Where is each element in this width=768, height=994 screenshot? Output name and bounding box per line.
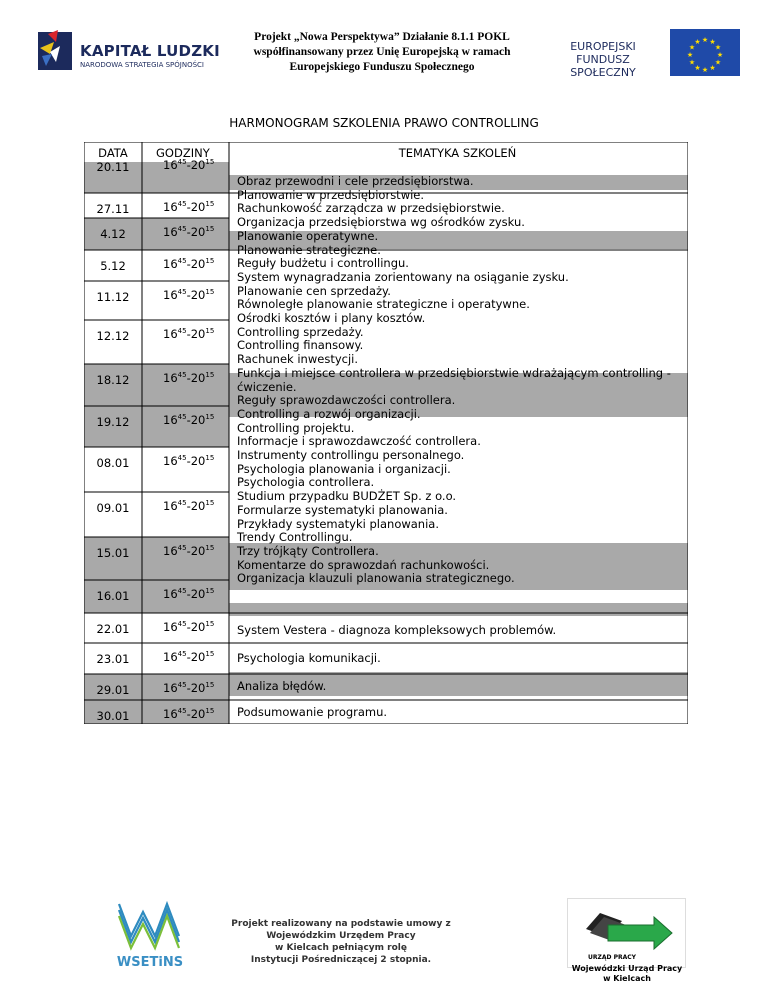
wsetins-logo-text: WSETiNS	[116, 955, 184, 970]
project-header-line: Projekt „Nowa Perspektywa” Działanie 8.1.1 POKL	[254, 31, 510, 43]
eu-star-icon: ★	[716, 51, 724, 59]
date-cell: 4.12	[100, 227, 126, 241]
hours-end: -20	[186, 371, 206, 385]
wup-label	[567, 964, 687, 984]
date-cell: 22.01	[96, 622, 130, 636]
kapital-ludzki-subtitle: NARODOWA STRATEGIA SPÓJNOŚCI	[80, 61, 204, 69]
hours-end: -20	[186, 681, 206, 695]
hours-cell	[163, 620, 214, 634]
efs-label-line: EUROPEJSKI	[570, 40, 636, 53]
eu-star-icon: ★	[709, 64, 716, 72]
topic-line: Planowanie strategiczne.	[237, 242, 381, 257]
hours-end: -20	[186, 225, 206, 239]
date-cell: 12.12	[96, 329, 130, 343]
footer-note-line: w Kielcach pełniącym rolę	[275, 943, 407, 953]
hours-end-minutes: 15	[205, 650, 215, 658]
topic-line: System Vestera - diagnoza kompleksowych problemów.	[237, 623, 557, 637]
hours-end-minutes: 15	[205, 257, 215, 265]
eu-star-icon: ★	[709, 38, 716, 46]
hours-end-minutes: 15	[205, 681, 215, 689]
eu-star-icon: ★	[701, 66, 709, 74]
project-header-line: Europejskiego Funduszu Społecznego	[289, 61, 475, 73]
topic-line: Równoległe planowanie strategiczne i operatywne.	[237, 297, 530, 312]
topic-line: Controlling finansowy.	[237, 338, 364, 353]
hours-start: 16	[163, 681, 178, 695]
topic-line: Komentarze do sprawozdań rachunkowości.	[237, 557, 490, 572]
hours-start-minutes: 45	[177, 158, 187, 166]
topic-line: Controlling a rozwój organizacji.	[237, 406, 421, 421]
hours-end-minutes: 15	[205, 200, 215, 208]
topic-line: Funkcja i miejsce controllera w przedsiębiorstwie wdrażającym controlling -	[237, 365, 671, 380]
hours-start: 16	[163, 620, 178, 634]
kapital-ludzki-logo-icon	[36, 26, 76, 72]
hours-end: -20	[186, 587, 206, 601]
hours-start-minutes: 45	[177, 327, 187, 335]
date-cell: 19.12	[96, 415, 130, 429]
hours-start: 16	[163, 544, 178, 558]
hours-cell	[163, 454, 214, 468]
date-cell: 15.01	[96, 546, 130, 560]
hours-start-minutes: 45	[177, 620, 187, 628]
hours-start-minutes: 45	[177, 225, 187, 233]
eu-star-icon: ★	[701, 36, 709, 44]
eu-star-icon: ★	[686, 51, 694, 59]
hours-end: -20	[186, 650, 206, 664]
hours-cell	[163, 288, 214, 302]
hours-start-minutes: 45	[177, 413, 187, 421]
hours-start-minutes: 45	[177, 257, 187, 265]
topic-line: Podsumowanie programu.	[237, 705, 388, 719]
hours-start: 16	[163, 413, 178, 427]
project-header	[232, 30, 532, 75]
topic-line: Reguły budżetu i controllingu.	[237, 256, 409, 271]
hours-cell	[163, 200, 214, 214]
hours-end-minutes: 15	[205, 288, 215, 296]
document-title: HARMONOGRAM SZKOLENIA PRAWO CONTROLLING	[229, 116, 539, 130]
hours-cell	[163, 707, 214, 721]
hours-start: 16	[163, 454, 178, 468]
hours-end-minutes: 15	[205, 454, 215, 462]
hours-end: -20	[186, 620, 206, 634]
hours-start-minutes: 45	[177, 371, 187, 379]
hours-start-minutes: 45	[177, 288, 187, 296]
hours-cell	[163, 327, 214, 341]
hours-start: 16	[163, 257, 178, 271]
hours-end: -20	[186, 544, 206, 558]
shaded-topic-block	[229, 603, 688, 616]
kapital-ludzki-title: KAPITAŁ LUDZKI	[80, 42, 220, 60]
column-header-hours: GODZINY	[156, 146, 210, 160]
topic-line: Rachunkowość zarządcza w przedsiębiorstwie.	[237, 201, 505, 216]
hours-end-minutes: 15	[205, 620, 215, 628]
topic-line: Informacje i sprawozdawczość controllera.	[237, 434, 481, 449]
date-cell: 23.01	[96, 652, 130, 666]
topic-line: Controlling sprzedaży.	[237, 324, 364, 339]
hours-end: -20	[186, 499, 206, 513]
hours-end: -20	[186, 454, 206, 468]
hours-start-minutes: 45	[177, 499, 187, 507]
date-cell: 08.01	[96, 456, 130, 470]
date-cell: 30.01	[96, 709, 130, 723]
hours-end-minutes: 15	[205, 544, 215, 552]
wup-logo-icon	[567, 898, 686, 968]
hours-end-minutes: 15	[205, 707, 215, 715]
hours-end-minutes: 15	[205, 225, 215, 233]
eu-star-icon: ★	[714, 58, 722, 67]
hours-start: 16	[163, 327, 178, 341]
topic-line: Analiza błędów.	[237, 679, 327, 693]
efs-label-line: FUNDUSZ SPOŁECZNY	[570, 53, 636, 79]
topic-line: Psychologia controllera.	[237, 475, 375, 490]
topic-line: Instrumenty controllingu personalnego.	[237, 448, 465, 462]
hours-start: 16	[163, 225, 178, 239]
hours-end: -20	[186, 288, 206, 302]
hours-cell	[163, 158, 214, 172]
hours-start-minutes: 45	[177, 200, 187, 208]
hours-end-minutes: 15	[205, 327, 215, 335]
hours-end: -20	[186, 158, 206, 172]
hours-start: 16	[163, 371, 178, 385]
topic-line: Formularze systematyki planowania.	[237, 502, 448, 517]
hours-start: 16	[163, 707, 178, 721]
topic-line: Controlling projektu.	[237, 420, 355, 435]
hours-end: -20	[186, 707, 206, 721]
topic-line: Organizacja klauzuli planowania strategicznego.	[237, 571, 515, 586]
hours-end: -20	[186, 257, 206, 271]
topic-line: Ośrodki kosztów i plany kosztów.	[237, 311, 426, 325]
topic-line: Trendy Controllingu.	[237, 530, 353, 545]
hours-start: 16	[163, 650, 178, 664]
hours-cell	[163, 371, 214, 385]
hours-cell	[163, 225, 214, 239]
footer-note-line: Instytucji Pośredniczącej 2 stopnia.	[250, 955, 432, 965]
topic-line: Studium przypadku BUDŻET Sp. z o.o.	[237, 489, 457, 504]
eu-star-icon: ★	[714, 43, 722, 52]
project-header-line: współfinansowany przez Unię Europejską w ramach	[253, 46, 511, 58]
date-cell: 20.11	[96, 160, 130, 174]
topic-line: Planowanie w przedsiębiorstwie.	[237, 187, 425, 202]
date-cell: 29.01	[96, 683, 130, 697]
hours-cell	[163, 587, 214, 601]
hours-cell	[163, 544, 214, 558]
wup-label-line: Wojewódzki Urząd Pracy	[571, 964, 683, 973]
topic-line: Organizacja przedsiębiorstwa wg ośrodków zysku.	[237, 215, 525, 230]
eu-star-icon: ★	[694, 64, 701, 72]
date-cell: 11.12	[96, 290, 130, 304]
hours-start-minutes: 45	[177, 650, 187, 658]
date-cell: 16.01	[96, 589, 130, 603]
hours-start: 16	[163, 587, 178, 601]
efs-label	[548, 40, 658, 79]
wup-label-line: w Kielcach	[603, 974, 651, 983]
hours-start-minutes: 45	[177, 681, 187, 689]
hours-start: 16	[163, 200, 178, 214]
topic-line: Trzy trójkąty Controllera.	[237, 543, 379, 558]
hours-end-minutes: 15	[205, 371, 215, 379]
topic-line: Planowanie cen sprzedaży.	[237, 283, 391, 298]
column-header-date: DATA	[98, 146, 128, 160]
topic-line: Planowanie operatywne.	[237, 228, 379, 243]
topic-line: Psychologia planowania i organizacji.	[237, 461, 451, 476]
topic-line: Obraz przewodni i cele przedsiębiorstwa.	[237, 174, 474, 188]
topic-line: Reguły sprawozdawczości controllera.	[237, 393, 456, 408]
hours-cell	[163, 413, 214, 427]
wsetins-logo-icon	[105, 898, 195, 970]
hours-cell	[163, 257, 214, 271]
hours-cell	[163, 681, 214, 695]
eu-flag-icon	[670, 29, 740, 76]
hours-start: 16	[163, 499, 178, 513]
hours-end-minutes: 15	[205, 499, 215, 507]
topic-line: Rachunek inwestycji.	[237, 352, 359, 367]
eu-star-icon: ★	[688, 43, 696, 52]
column-header-topic: TEMATYKA SZKOLEŃ	[398, 146, 517, 160]
hours-end: -20	[186, 413, 206, 427]
eu-star-icon: ★	[694, 38, 701, 46]
hours-end-minutes: 15	[205, 158, 215, 166]
date-cell: 5.12	[100, 259, 126, 273]
hours-end-minutes: 15	[205, 413, 215, 421]
date-cell: 09.01	[96, 501, 130, 515]
topic-line: ćwiczenie.	[237, 379, 297, 394]
topic-line: System wynagradzania zorientowany na osiąganie zysku.	[237, 269, 569, 284]
topic-line: Przykłady systematyki planowania.	[237, 516, 439, 531]
eu-star-icon: ★	[688, 58, 696, 67]
hours-start: 16	[163, 288, 178, 302]
hours-start-minutes: 45	[177, 454, 187, 462]
footer-note	[196, 918, 486, 966]
hours-end: -20	[186, 327, 206, 341]
hours-start-minutes: 45	[177, 544, 187, 552]
hours-cell	[163, 650, 214, 664]
hours-end: -20	[186, 200, 206, 214]
wup-badge-text: URZĄD PRACY	[588, 954, 636, 961]
footer-note-line: Projekt realizowany na podstawie umowy z Wojewódzkim Urzędem Pracy	[231, 919, 451, 941]
hours-start: 16	[163, 158, 178, 172]
hours-cell	[163, 499, 214, 513]
hours-start-minutes: 45	[177, 587, 187, 595]
date-cell: 27.11	[96, 202, 130, 216]
date-cell: 18.12	[96, 373, 130, 387]
topic-line: Psychologia komunikacji.	[237, 651, 381, 665]
hours-start-minutes: 45	[177, 707, 187, 715]
hours-end-minutes: 15	[205, 587, 215, 595]
